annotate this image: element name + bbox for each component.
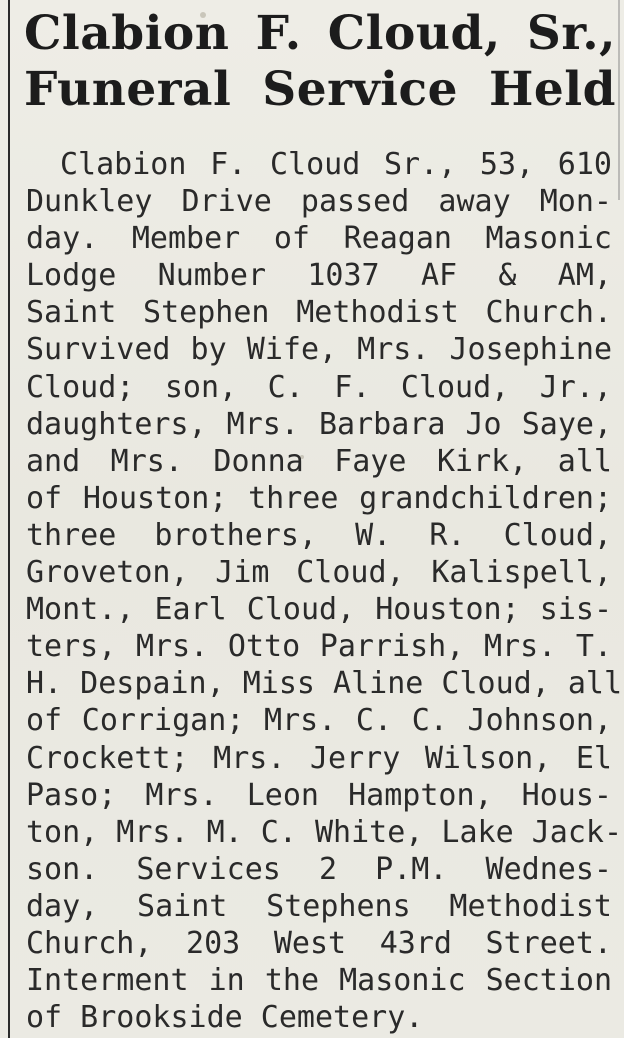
body-line: of Corrigan; Mrs. C. C. Johnson, (26, 703, 612, 739)
body-line: son. Services 2 P.M. Wednes- (26, 851, 612, 887)
body-line: Dunkley Drive passed away Mon- (26, 184, 612, 220)
body-line: Church, 203 West 43rd Street. (26, 925, 612, 961)
column-rule-right (618, 0, 620, 200)
body-line: three brothers, W. R. Cloud, (26, 517, 612, 553)
body-line: Mont., Earl Cloud, Houston; sis- (26, 592, 612, 628)
column-rule (8, 0, 10, 1038)
body-line: daughters, Mrs. Barbara Jo Saye, (26, 406, 612, 442)
body-line: Groveton, Jim Cloud, Kalispell, (26, 555, 612, 591)
body-line: of Brookside Cemetery. (26, 1000, 424, 1036)
body-line: H. Despain, Miss Aline Cloud, all (26, 666, 623, 702)
body-line: and Mrs. Donna Faye Kirk, all (26, 443, 612, 479)
body-line: day, Saint Stephens Methodist (26, 888, 612, 924)
body-line: ton, Mrs. M. C. White, Lake Jack- (26, 814, 623, 850)
obituary-body (26, 146, 623, 1036)
body-line: Paso; Mrs. Leon Hampton, Hous- (26, 777, 612, 813)
body-line: Clabion F. Cloud Sr., 53, 610 (60, 147, 612, 182)
body-line: Survived by Wife, Mrs. Josephine (26, 332, 612, 368)
body-line: Saint Stephen Methodist Church. (26, 295, 612, 331)
body-line: Lodge Number 1037 AF & AM, (26, 258, 612, 294)
body-line: Crockett; Mrs. Jerry Wilson, El (26, 740, 612, 776)
body-line: Interment in the Masonic Section (26, 963, 612, 999)
body-line: Cloud; son, C. F. Cloud, Jr., (26, 369, 612, 405)
body-line: of Houston; three grandchildren; (26, 480, 612, 516)
headline-line: Clabion F. Cloud, Sr., (24, 6, 616, 61)
headline-line: Funeral Service Held (24, 62, 616, 117)
body-line: day. Member of Reagan Masonic (26, 221, 612, 257)
headline (24, 6, 616, 118)
body-line: ters, Mrs. Otto Parrish, Mrs. T. (26, 629, 612, 665)
